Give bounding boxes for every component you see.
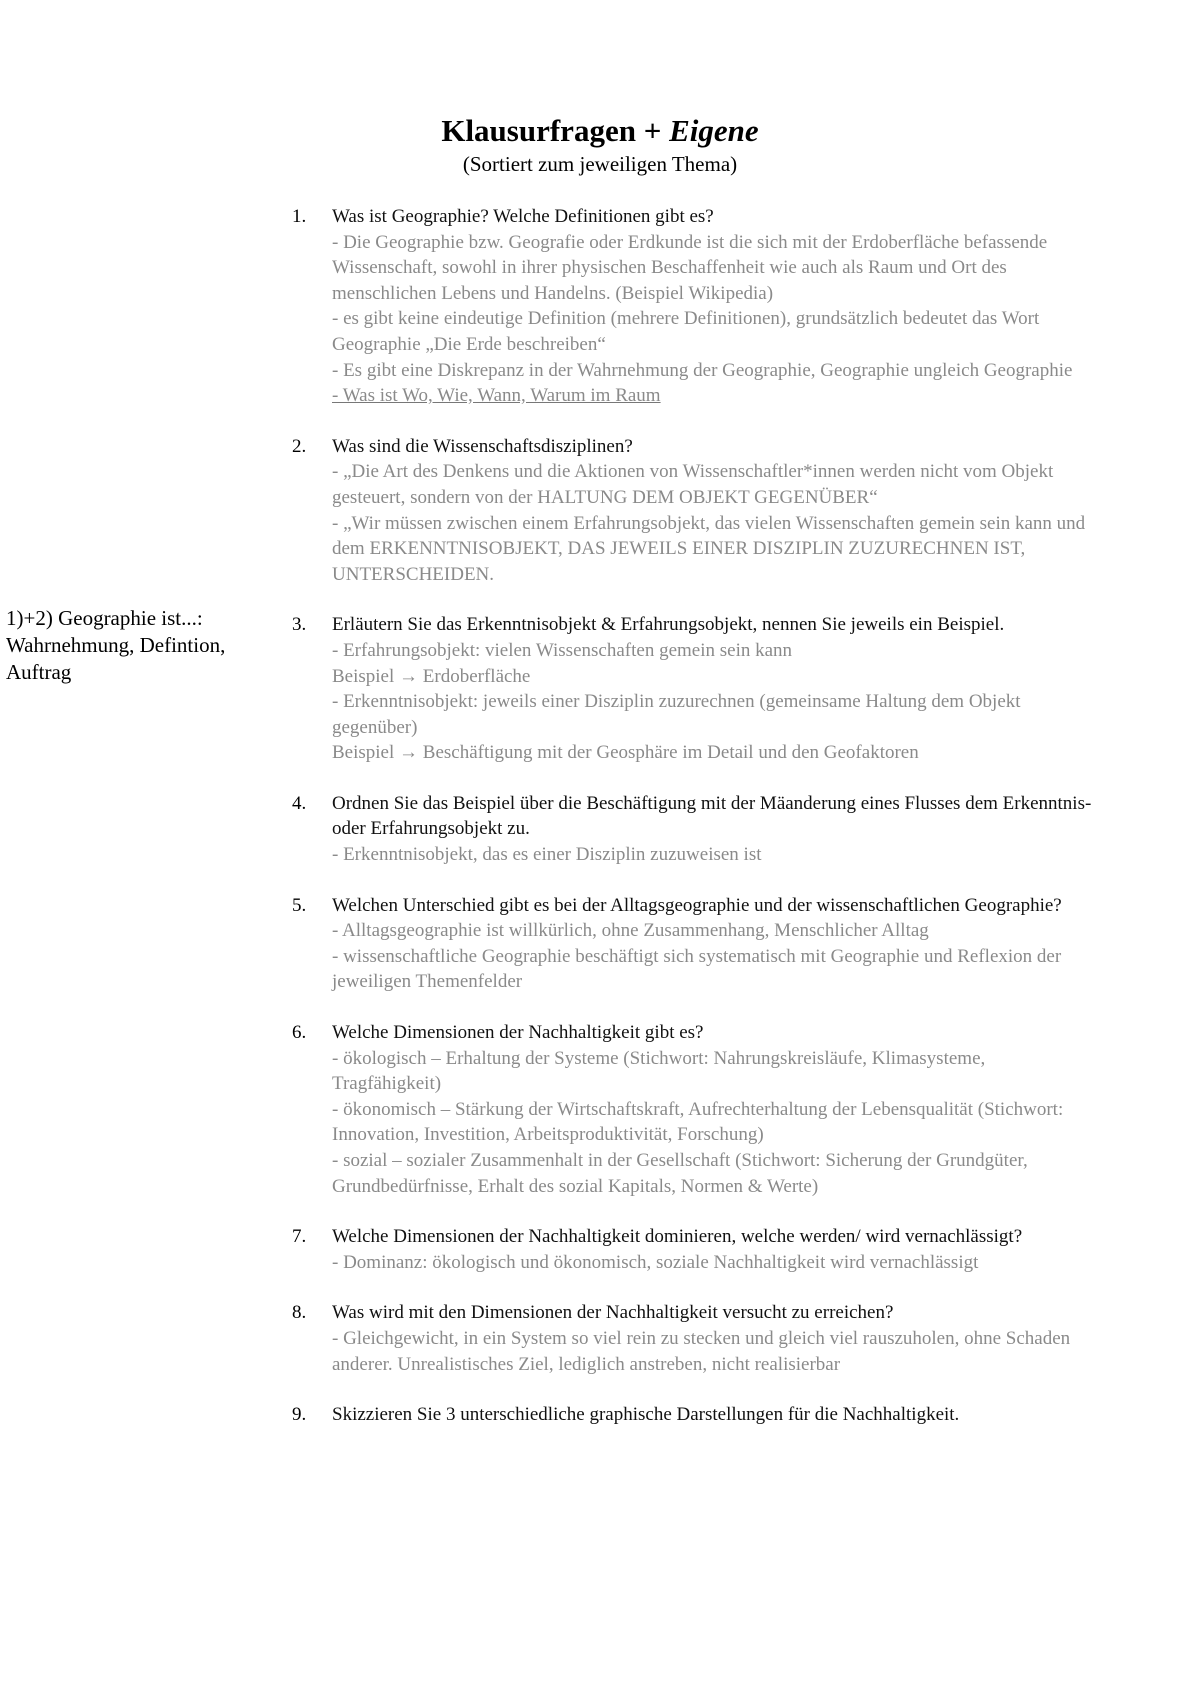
question-text: Skizzieren Sie 3 unterschiedliche graphische Darstellungen für die Nachhaltigkeit.	[332, 1404, 960, 1426]
answer-line: - Erkenntnisobjekt: jeweils einer Disziplin zuzurechnen (gemeinsame Haltung dem Objekt gegenüber)	[332, 691, 1021, 738]
answer-line: - Es gibt eine Diskrepanz in der Wahrnehmung der Geographie, Geographie ungleich Geographie	[332, 359, 1073, 381]
answer-line: - ökologisch – Erhaltung der Systeme (Stichwort: Nahrungskreisläufe, Klimasysteme, Tragfähigkeit)	[332, 1047, 986, 1095]
answer-line: - sozial – sozialer Zusammenhalt in der Gesellschaft (Stichwort: Sicherung der Grundgüter, Grundbedürfnisse, Erhalt des sozial Kapitals, Normen & Werte)	[332, 1150, 1028, 1197]
question-number: 2.	[292, 435, 307, 457]
question-number: 8.	[292, 1302, 307, 1324]
question-item	[292, 434, 1092, 588]
question-text: Welche Dimensionen der Nachhaltigkeit dominieren, welche werden/ wird vernachlässigt?	[332, 1226, 1023, 1248]
question-number: 1.	[292, 206, 307, 227]
question-text: Ordnen Sie das Beispiel über die Beschäftigung mit der Mäanderung eines Flusses dem Erkenntnis- oder Erfahrungsobjekt zu.	[332, 792, 1092, 840]
question-text: Was ist Geographie? Welche Definitionen gibt es?	[332, 206, 714, 227]
question-text: Welchen Unterschied gibt es bei der Alltagsgeographie und der wissenschaftlichen Geographie?	[332, 894, 1062, 916]
question-item	[292, 204, 1092, 409]
title-main: Klausurfragen +	[441, 113, 670, 148]
answer-line: - Was ist Wo, Wie, Wann, Warum im Raum	[332, 385, 661, 407]
question-item	[292, 791, 1092, 868]
question-number: 4.	[292, 792, 307, 814]
question-item	[292, 1300, 1092, 1377]
question-item	[292, 1020, 1092, 1199]
answer-line: - „Die Art des Denkens und die Aktionen von Wissenschaftler*innen werden nicht vom Objekt gesteuert, sondern von der HALTUNG DEM OBJEKT GEGENÜBER“	[332, 461, 1054, 508]
question-item	[292, 1224, 1092, 1275]
question-text: Erläutern Sie das Erkenntnisobjekt & Erfahrungsobjekt, nennen Sie jeweils ein Beispiel.	[332, 614, 1005, 636]
question-text: Was sind die Wissenschaftsdisziplinen?	[332, 435, 633, 457]
side-note	[6, 605, 276, 686]
answer-line: Beispiel → Beschäftigung mit der Geosphäre im Detail und den Geofaktoren	[332, 742, 919, 764]
question-number: 5.	[292, 894, 307, 916]
title-emphasis: Eigene	[669, 113, 759, 148]
answer-line: - Erkenntnisobjekt, das es einer Disziplin zuzuweisen ist	[332, 844, 762, 866]
question-item	[292, 893, 1092, 995]
answer-line: - ökonomisch – Stärkung der Wirtschaftskraft, Aufrechterhaltung der Lebensqualität (Stichwort: Innovation, Investition, Arbeitsproduktivität, Forschung)	[332, 1098, 1064, 1146]
answer-line: - es gibt keine eindeutige Definition (mehrere Definitionen), grundsätzlich bedeutet das Wort Geographie „Die Erde beschreiben“	[332, 308, 1040, 355]
question-item	[292, 1402, 1092, 1428]
answer-line: - Die Geographie bzw. Geografie oder Erdkunde ist die sich mit der Erdoberfläche befassende Wissenschaft, sowohl in ihrer physischen Beschaffenheit wie auch als Raum und Ort des menschlichen Lebens und Handelns. (Beispiel Wikipedia)	[332, 231, 1048, 304]
side-note-line: 1)+2) Geographie ist...:	[6, 606, 203, 630]
question-number: 9.	[292, 1404, 307, 1426]
question-number: 3.	[292, 614, 307, 636]
question-item	[292, 612, 1092, 766]
side-note-line: Auftrag	[6, 660, 72, 684]
answer-line: Beispiel → Erdoberfläche	[332, 665, 531, 687]
page-title	[0, 112, 1200, 150]
question-list	[292, 204, 1092, 1453]
answer-line: - Gleichgewicht, in ein System so viel rein zu stecken und gleich viel rauszuholen, ohne Schaden anderer. Unrealistisches Ziel, lediglich anstreben, nicht realisierbar	[332, 1327, 1071, 1375]
title-block	[0, 112, 1200, 178]
question-text: Was wird mit den Dimensionen der Nachhaltigkeit versucht zu erreichen?	[332, 1302, 894, 1324]
question-number: 7.	[292, 1226, 307, 1248]
question-number: 6.	[292, 1022, 307, 1044]
answer-line: - „Wir müssen zwischen einem Erfahrungsobjekt, das vielen Wissenschaften gemein sein kann und dem ERKENNTNISOBJEKT, DAS JEWEILS EINER DISZIPLIN ZUZURECHNEN IST, UNTERSCHEIDEN.	[332, 512, 1086, 585]
question-text: Welche Dimensionen der Nachhaltigkeit gibt es?	[332, 1022, 704, 1044]
page-subtitle: (Sortiert zum jeweiligen Thema)	[462, 152, 738, 176]
answer-line: - Dominanz: ökologisch und ökonomisch, soziale Nachhaltigkeit wird vernachlässigt	[332, 1251, 979, 1273]
side-note-line: Wahrnehmung, Defintion,	[6, 633, 226, 657]
answer-line: - Alltagsgeographie ist willkürlich, ohne Zusammenhang, Menschlicher Alltag	[332, 920, 929, 942]
answer-line: - Erfahrungsobjekt: vielen Wissenschaften gemein sein kann	[332, 639, 793, 661]
answer-line: - wissenschaftliche Geographie beschäftigt sich systematisch mit Geographie und Reflexion der jeweiligen Themenfelder	[332, 945, 1062, 993]
